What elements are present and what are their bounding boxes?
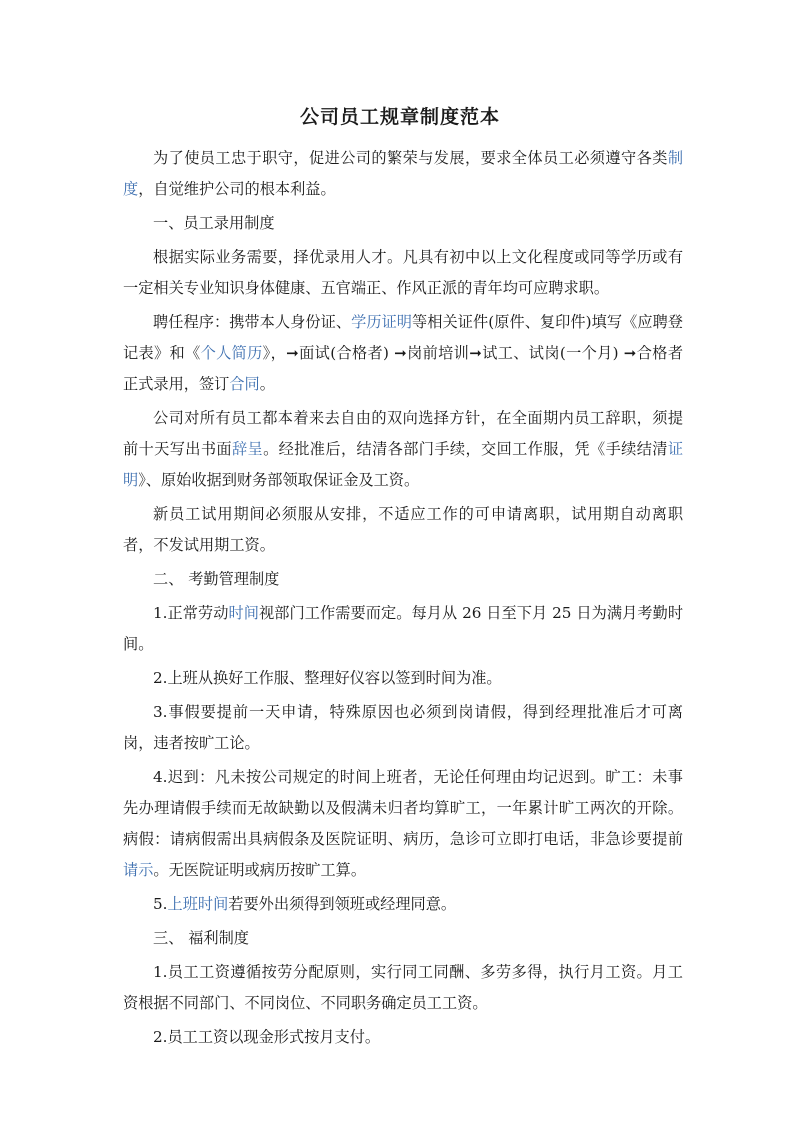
paragraph-text: 根据实际业务需要，择优录用人才。凡具有初中以上文化程度或同等学历或有一定相关专业知识身体健康、五官端正、作风正派的青年均可应聘求职。 <box>123 248 683 297</box>
paragraph-text: 三、 福利制度 <box>153 929 249 947</box>
keyword-link[interactable]: 时间 <box>228 604 260 622</box>
paragraph <box>123 663 683 694</box>
paragraph-text: 》，➞面试(合格者) ➞岗前培训➞试工、试岗(一个月) ➞合格者正式录用，签订 <box>123 344 684 393</box>
keyword-link[interactable]: 学历证明 <box>351 313 413 331</box>
keyword-link[interactable]: 证明 <box>123 440 684 489</box>
paragraph-text: 公司对所有员工都本着来去自由的双向选择方针，在全面期内员工辞职，须提前十天写出书面 <box>123 409 683 458</box>
paragraph <box>123 208 683 239</box>
paragraph-text: 。 <box>259 375 275 393</box>
paragraph <box>123 143 683 205</box>
keyword-link[interactable]: 制度 <box>123 149 683 198</box>
paragraph-text: 5. <box>153 895 168 913</box>
paragraph-text: 二、 考勤管理制度 <box>153 570 280 588</box>
paragraph <box>123 307 683 400</box>
paragraph-text: ，自觉维护公司的根本利益。 <box>138 180 336 198</box>
paragraph-text: 3.事假要提前一天申请，特殊原因也必须到岗请假，得到经理批准后才可离岗，违者按旷工论。 <box>123 703 683 752</box>
paragraph-text: 》、原始收据到财务部领取保证金及工资。 <box>138 471 420 489</box>
paragraph-text: 若要外出须得到领班或经理同意。 <box>228 895 457 913</box>
paragraph <box>123 242 683 304</box>
paragraph <box>123 697 683 759</box>
paragraph <box>123 564 683 595</box>
keyword-link[interactable]: 请示 <box>123 861 154 879</box>
paragraph <box>123 403 683 496</box>
paragraph-text: 1.员工工资遵循按劳分配原则，实行同工同酬、多劳多得，执行月工资。月工资根据不同部门、不同岗位、不同职务确定员工工资。 <box>123 963 683 1012</box>
paragraph-text: 视部门工作需要而定。每月从 26 日至下月 25 日为满月考勤时间。 <box>123 604 684 653</box>
keyword-link[interactable]: 个人简历 <box>200 344 263 362</box>
paragraph-text: 1.正常劳动 <box>153 604 229 622</box>
keyword-link[interactable]: 上班时间 <box>167 895 229 913</box>
paragraph-text: 2.员工工资以现金形式按月支付。 <box>153 1028 381 1046</box>
paragraph <box>123 499 683 561</box>
paragraph-text: 新员工试用期间必须服从安排，不适应工作的可申请离职，试用期自动离职者，不发试用期工资。 <box>123 505 683 554</box>
keyword-link[interactable]: 合同 <box>229 375 260 393</box>
document-title: 公司员工规章制度范本 <box>299 106 500 128</box>
paragraph-text: 4.迟到：凡未按公司规定的时间上班者，无论任何理由均记迟到。旷工：未事先办理请假手续而无故缺勤以及假满未归者均算旷工，一年累计旷工两次的开除。病假：请病假需出具病假条及医院证明、病历，急诊可立即打电话，非急诊要提前 <box>123 768 683 848</box>
paragraph-text: 为了使员工忠于职守，促进公司的繁荣与发展，要求全体员工必须遵守各类 <box>153 149 668 167</box>
paragraph-text: 。无医院证明或病历按旷工算。 <box>153 861 366 879</box>
paragraph-text: 一、员工录用制度 <box>153 214 275 232</box>
paragraph <box>123 598 683 660</box>
paragraph <box>123 889 683 920</box>
paragraph-text: 2.上班从换好工作服、整理好仪容以签到时间为准。 <box>153 669 502 687</box>
keyword-link[interactable]: 辞呈 <box>231 440 264 458</box>
paragraph-text: 等相关证件(原件、复印件)填写《应聘登记表》和《 <box>123 313 683 362</box>
paragraph <box>123 1022 683 1053</box>
paragraph-text: 。经批准后，结清各部门手续，交回工作服，凭《手续结清 <box>263 440 668 458</box>
paragraph-text: 聘任程序：携带本人身份证、 <box>153 313 352 331</box>
document-body <box>123 143 683 1056</box>
paragraph <box>123 957 683 1019</box>
paragraph <box>123 923 683 954</box>
paragraph <box>123 762 683 886</box>
